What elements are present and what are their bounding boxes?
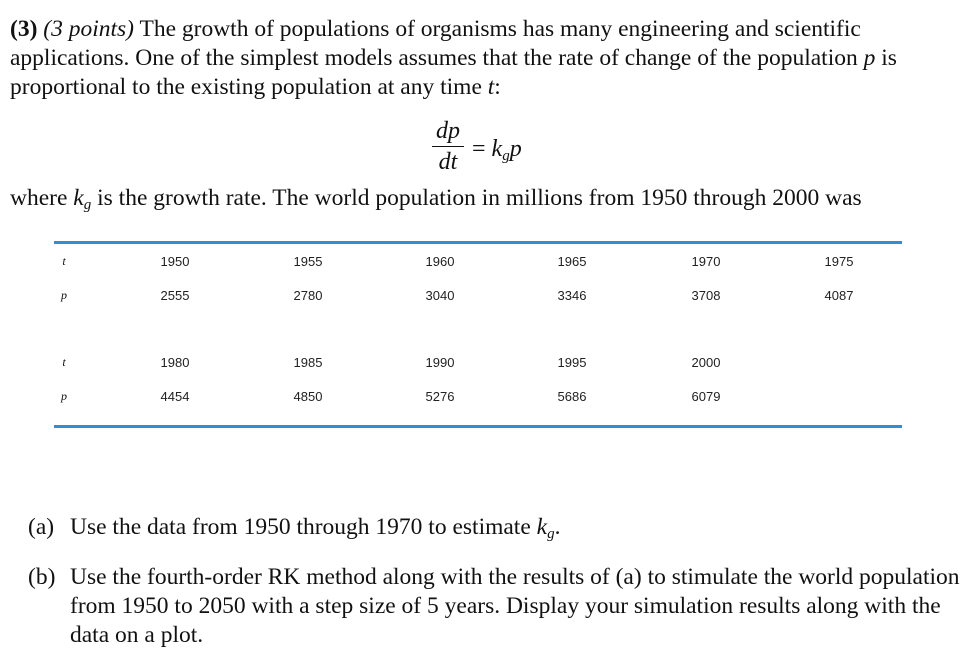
table-cell-year: 1990 xyxy=(425,355,455,370)
fraction-denominator: dt xyxy=(438,149,458,175)
row-label-t: t xyxy=(62,254,66,268)
table-cell-population: 5686 xyxy=(557,389,587,404)
table-cell-year: 1980 xyxy=(160,355,190,370)
fraction-bar xyxy=(432,146,464,147)
part-a-period: . xyxy=(554,514,561,540)
table-top-rule xyxy=(54,241,902,244)
part-a-k: k xyxy=(536,514,548,540)
part-a-k-subscript: g xyxy=(547,526,555,542)
problem-intro-2: is proportional to the existing population at any time xyxy=(10,45,897,100)
fraction-numerator: dp xyxy=(436,118,460,144)
part-a-label: (a) xyxy=(28,514,55,540)
eq-k: k xyxy=(491,136,503,162)
equation-rhs xyxy=(472,136,522,165)
growth-rate-paragraph xyxy=(10,184,950,220)
problem-statement xyxy=(10,15,950,102)
eq-p: p xyxy=(509,136,522,162)
table-cell-population: 6079 xyxy=(691,389,721,404)
table-bottom-rule xyxy=(54,425,902,428)
row-label-p: p xyxy=(61,389,67,403)
part-a-text xyxy=(70,513,960,549)
p2-k: k xyxy=(73,185,84,211)
table-cell-year: 1955 xyxy=(293,254,323,269)
row-label-t: t xyxy=(62,355,66,369)
eq-k-subscript: g xyxy=(502,148,510,164)
table-cell-population: 3040 xyxy=(425,288,455,303)
table-cell-year: 1965 xyxy=(557,254,587,269)
problem-points: (3 points) xyxy=(43,16,135,42)
table-cell-population: 4850 xyxy=(293,389,323,404)
table-cell-year: 1995 xyxy=(557,355,587,370)
table-cell-year: 1950 xyxy=(160,254,190,269)
row-label-p: p xyxy=(61,288,67,302)
table-cell-year: 2000 xyxy=(691,355,721,370)
part-b-text: Use the fourth-order RK method along with the results of (a) to stimulate the world population from 1950 to 2050 with a step size of 5 years. Display your simulation results along with the data on a plot. xyxy=(70,564,960,648)
table-cell-population: 4454 xyxy=(160,389,190,404)
var-p: p xyxy=(863,45,876,71)
table-cell-population: 4087 xyxy=(824,288,854,303)
table-cell-year: 1985 xyxy=(293,355,323,370)
table-cell-year: 1975 xyxy=(824,254,854,269)
equals-sign: = xyxy=(472,136,486,162)
colon: : xyxy=(494,74,501,100)
problem-number: (3) xyxy=(10,16,38,42)
problem-intro: The growth of populations of organisms has many engineering and scientific applications. One of the simplest models assumes that the rate of change of the population xyxy=(10,16,864,71)
part-b-label: (b) xyxy=(28,564,56,590)
table-cell-population: 2780 xyxy=(293,288,323,303)
p2-k-subscript: g xyxy=(83,197,92,213)
table-cell-population: 2555 xyxy=(160,288,190,303)
table-cell-year: 1960 xyxy=(425,254,455,269)
var-t: t xyxy=(487,74,495,100)
derivative-fraction xyxy=(432,118,464,176)
part-a-body: Use the data from 1950 through 1970 to estimate xyxy=(70,514,537,540)
table-cell-population: 3708 xyxy=(691,288,721,303)
table-cell-population: 3346 xyxy=(557,288,587,303)
table-cell-population: 5276 xyxy=(425,389,455,404)
table-cell-year: 1970 xyxy=(691,254,721,269)
p2-post: is the growth rate. The world population in millions from 1950 through 2000 was xyxy=(91,185,862,211)
p2-pre: where xyxy=(10,185,74,211)
